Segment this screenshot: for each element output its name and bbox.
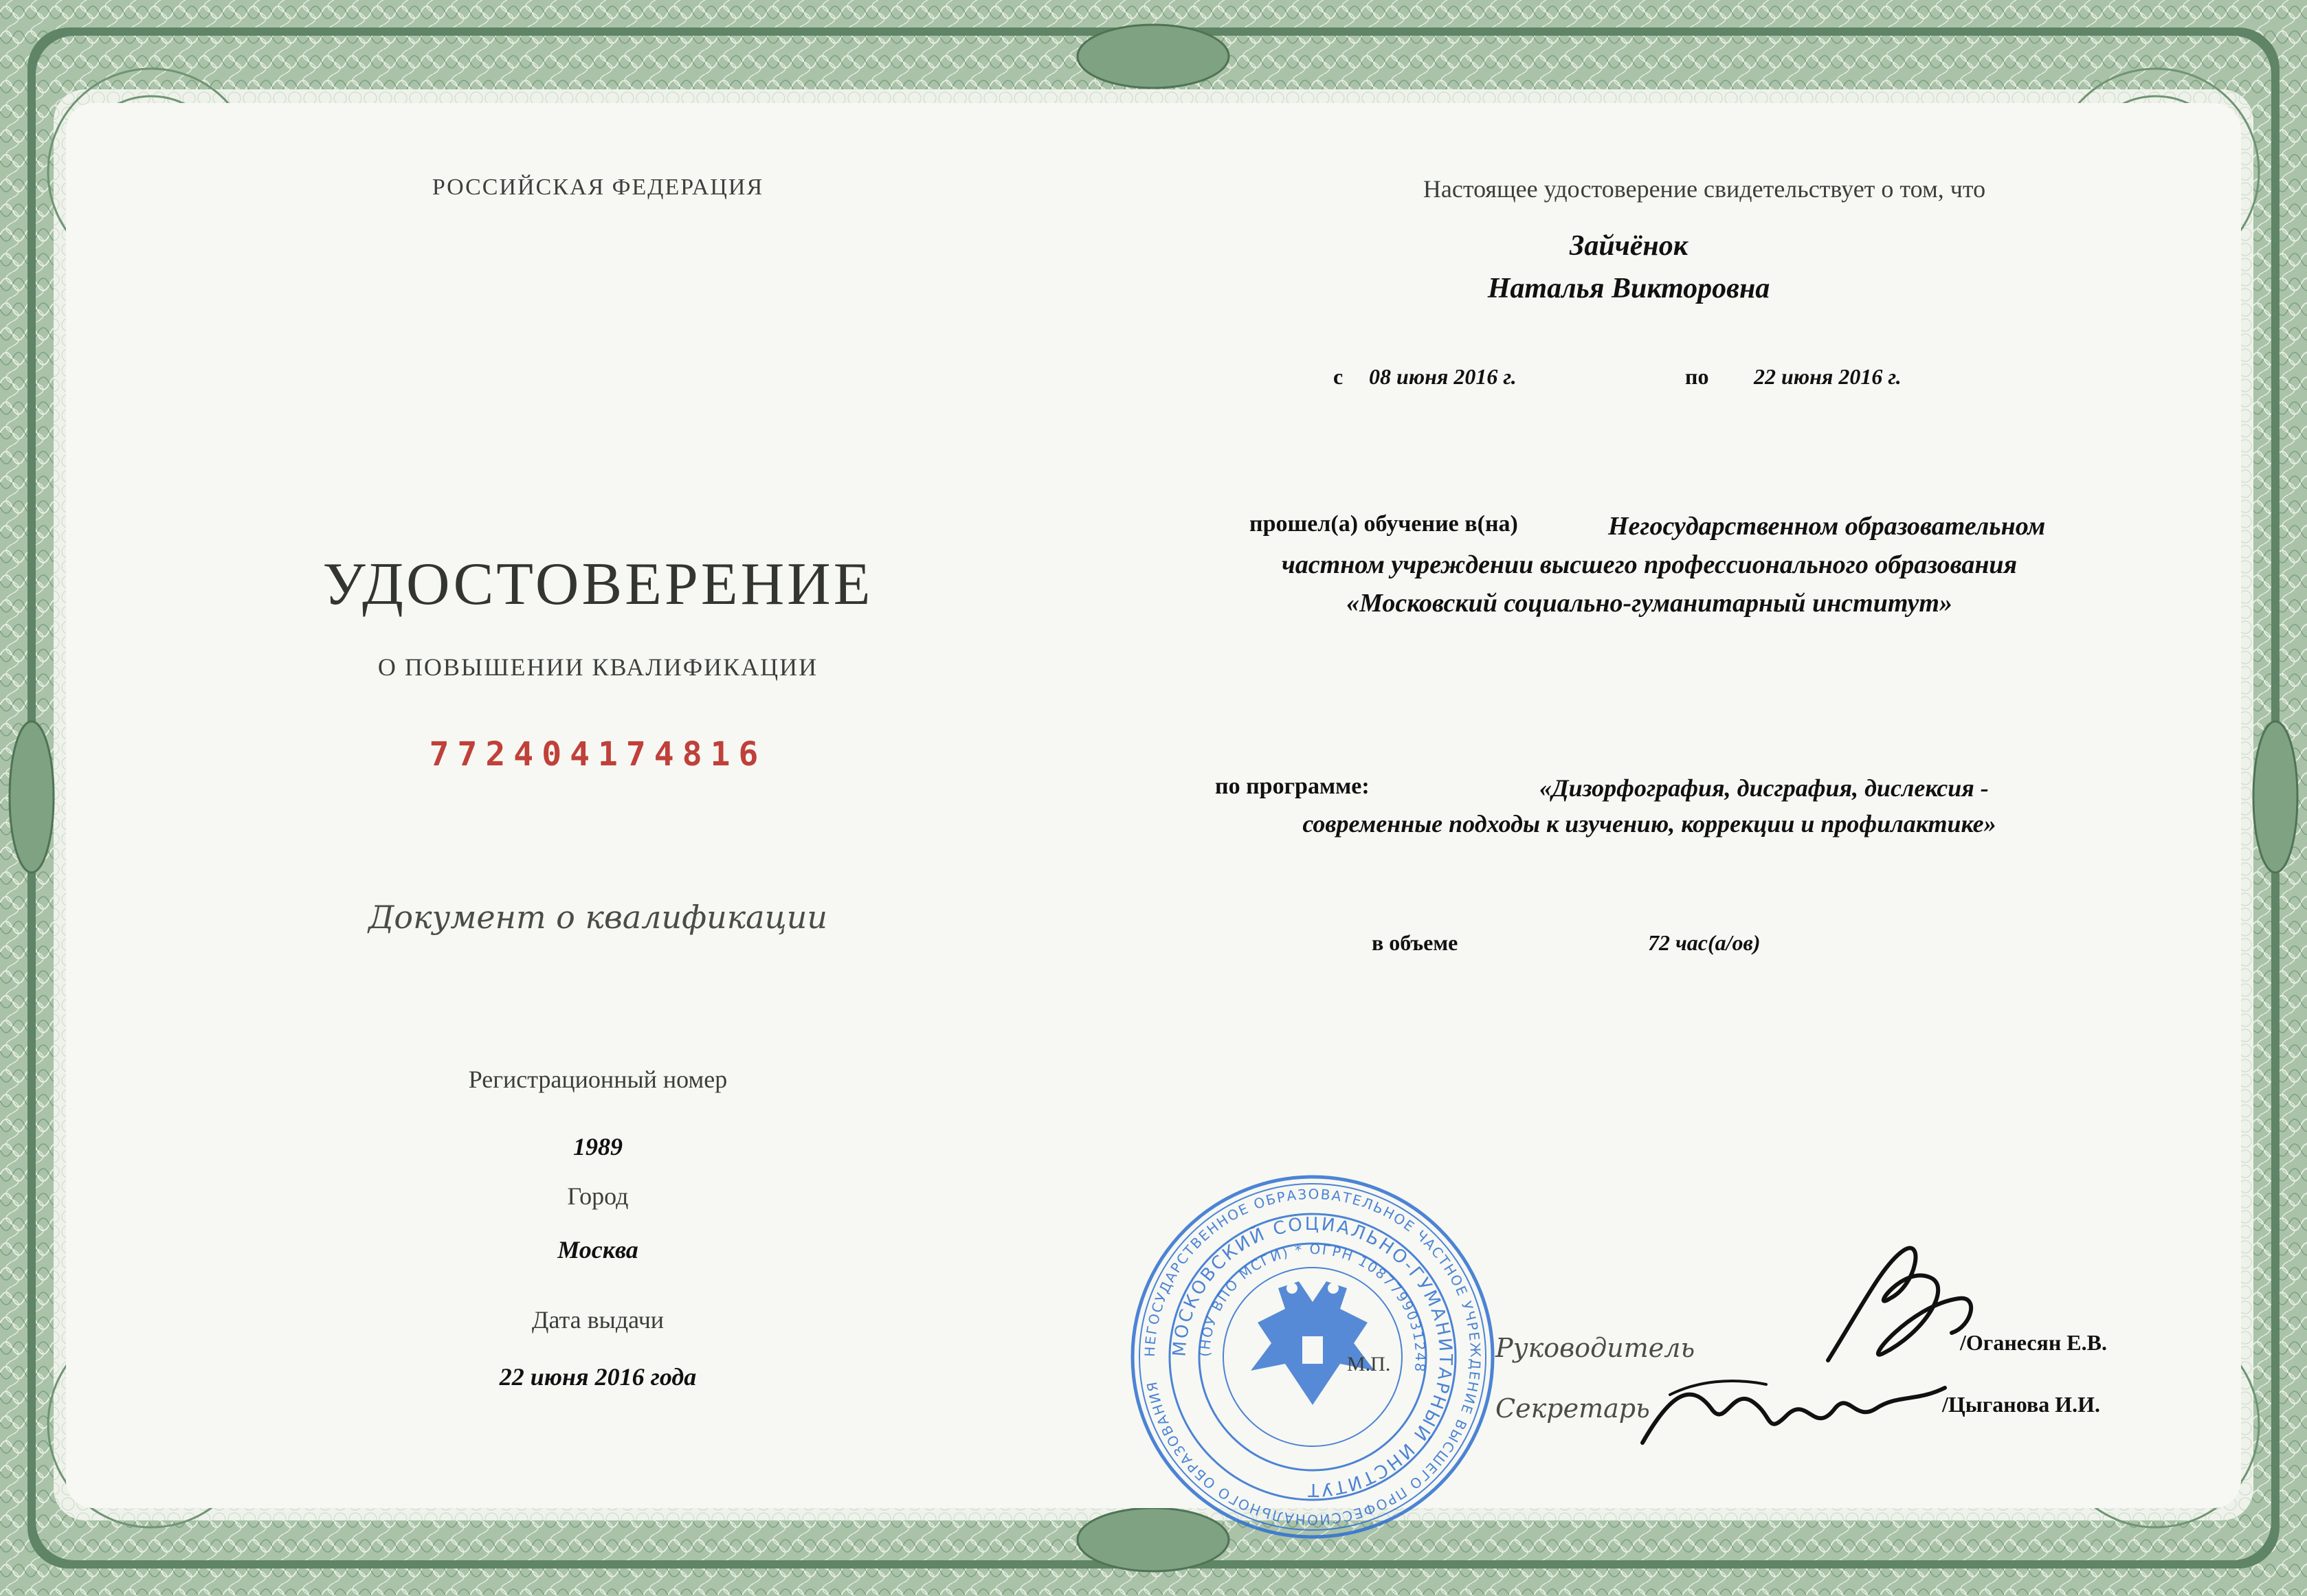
period-from-label: с	[1333, 364, 1344, 389]
head-signature	[1801, 1223, 2007, 1388]
institution-seal	[1120, 1165, 1505, 1549]
country-label: РОССИЙСКАЯ ФЕДЕРАЦИЯ	[432, 175, 764, 200]
secretary-signature	[1629, 1367, 1952, 1457]
secretary-name: /Цыганова И.И.	[1942, 1392, 2100, 1417]
institution-line-3: «Московский социально-гуманитарный институт»	[1346, 589, 1952, 618]
registration-number: 1989	[573, 1133, 623, 1160]
issue-date-label: Дата выдачи	[531, 1306, 665, 1334]
city-label: Город	[567, 1182, 629, 1210]
holder-given-names: Наталья Викторовна	[1487, 273, 1770, 304]
document-title: УДОСТОВЕРЕНИЕ	[322, 551, 873, 618]
head-name: /Оганесян Е.В.	[1960, 1330, 2107, 1355]
period-from-date: 08 июня 2016 г.	[1369, 364, 1517, 389]
document-subtitle: О ПОВЫШЕНИИ КВАЛИФИКАЦИИ	[377, 653, 818, 681]
program-line-1: «Дизорфография, дисграфия, дислексия -	[1539, 774, 1989, 802]
intro-text: Настоящее удостоверение свидетельствует о том, что	[1423, 175, 1986, 203]
double-headed-eagle-icon	[1251, 1281, 1374, 1405]
institution-line-1: Негосударственном образовательном	[1608, 512, 2046, 541]
document-type: Документ о квалификации	[368, 899, 827, 936]
secretary-label: Секретарь	[1495, 1393, 1650, 1424]
serial-number: 772404174816	[429, 735, 767, 774]
institution-line-2: частном учреждении высшего профессионального образования	[1281, 550, 2018, 579]
seal-ring-text: НЕГОСУДАРСТВЕННОЕ ОБРАЗОВАТЕЛЬНОЕ ЧАСТНОЕ УЧРЕЖДЕНИЕ ВЫСШЕГО ПРОФЕССИОНАЛЬНОГО ОБРАЗОВАНИЯ	[1141, 1185, 1484, 1529]
program-line-2: современные подходы к изучению, коррекции и профилактике»	[1302, 810, 1996, 838]
seal-ogrn-text: (НОУ ВПО МСГИ) * ОГРН 1087799031248	[1196, 1240, 1429, 1374]
seal-inner-text: МОСКОВСКИЙ СОЦИАЛЬНО-ГУМАНИТАРНЫЙ ИНСТИТУТ	[1169, 1213, 1456, 1501]
issue-date-value: 22 июня 2016 года	[499, 1363, 697, 1391]
training-label: прошел(а) обучение в(на)	[1249, 511, 1518, 537]
volume-value: 72 час(а/ов)	[1648, 930, 1761, 955]
period-to-label: по	[1685, 364, 1709, 389]
city-value: Москва	[557, 1236, 638, 1263]
holder-surname: Зайчёнок	[1569, 230, 1689, 262]
volume-label: в объеме	[1372, 930, 1458, 955]
head-label: Руководитель	[1495, 1333, 1695, 1363]
mp-label: М.П.	[1347, 1353, 1391, 1375]
program-label: по программе:	[1215, 774, 1370, 799]
registration-label: Регистрационный номер	[468, 1066, 728, 1093]
period-to-date: 22 июня 2016 г.	[1754, 364, 1902, 389]
